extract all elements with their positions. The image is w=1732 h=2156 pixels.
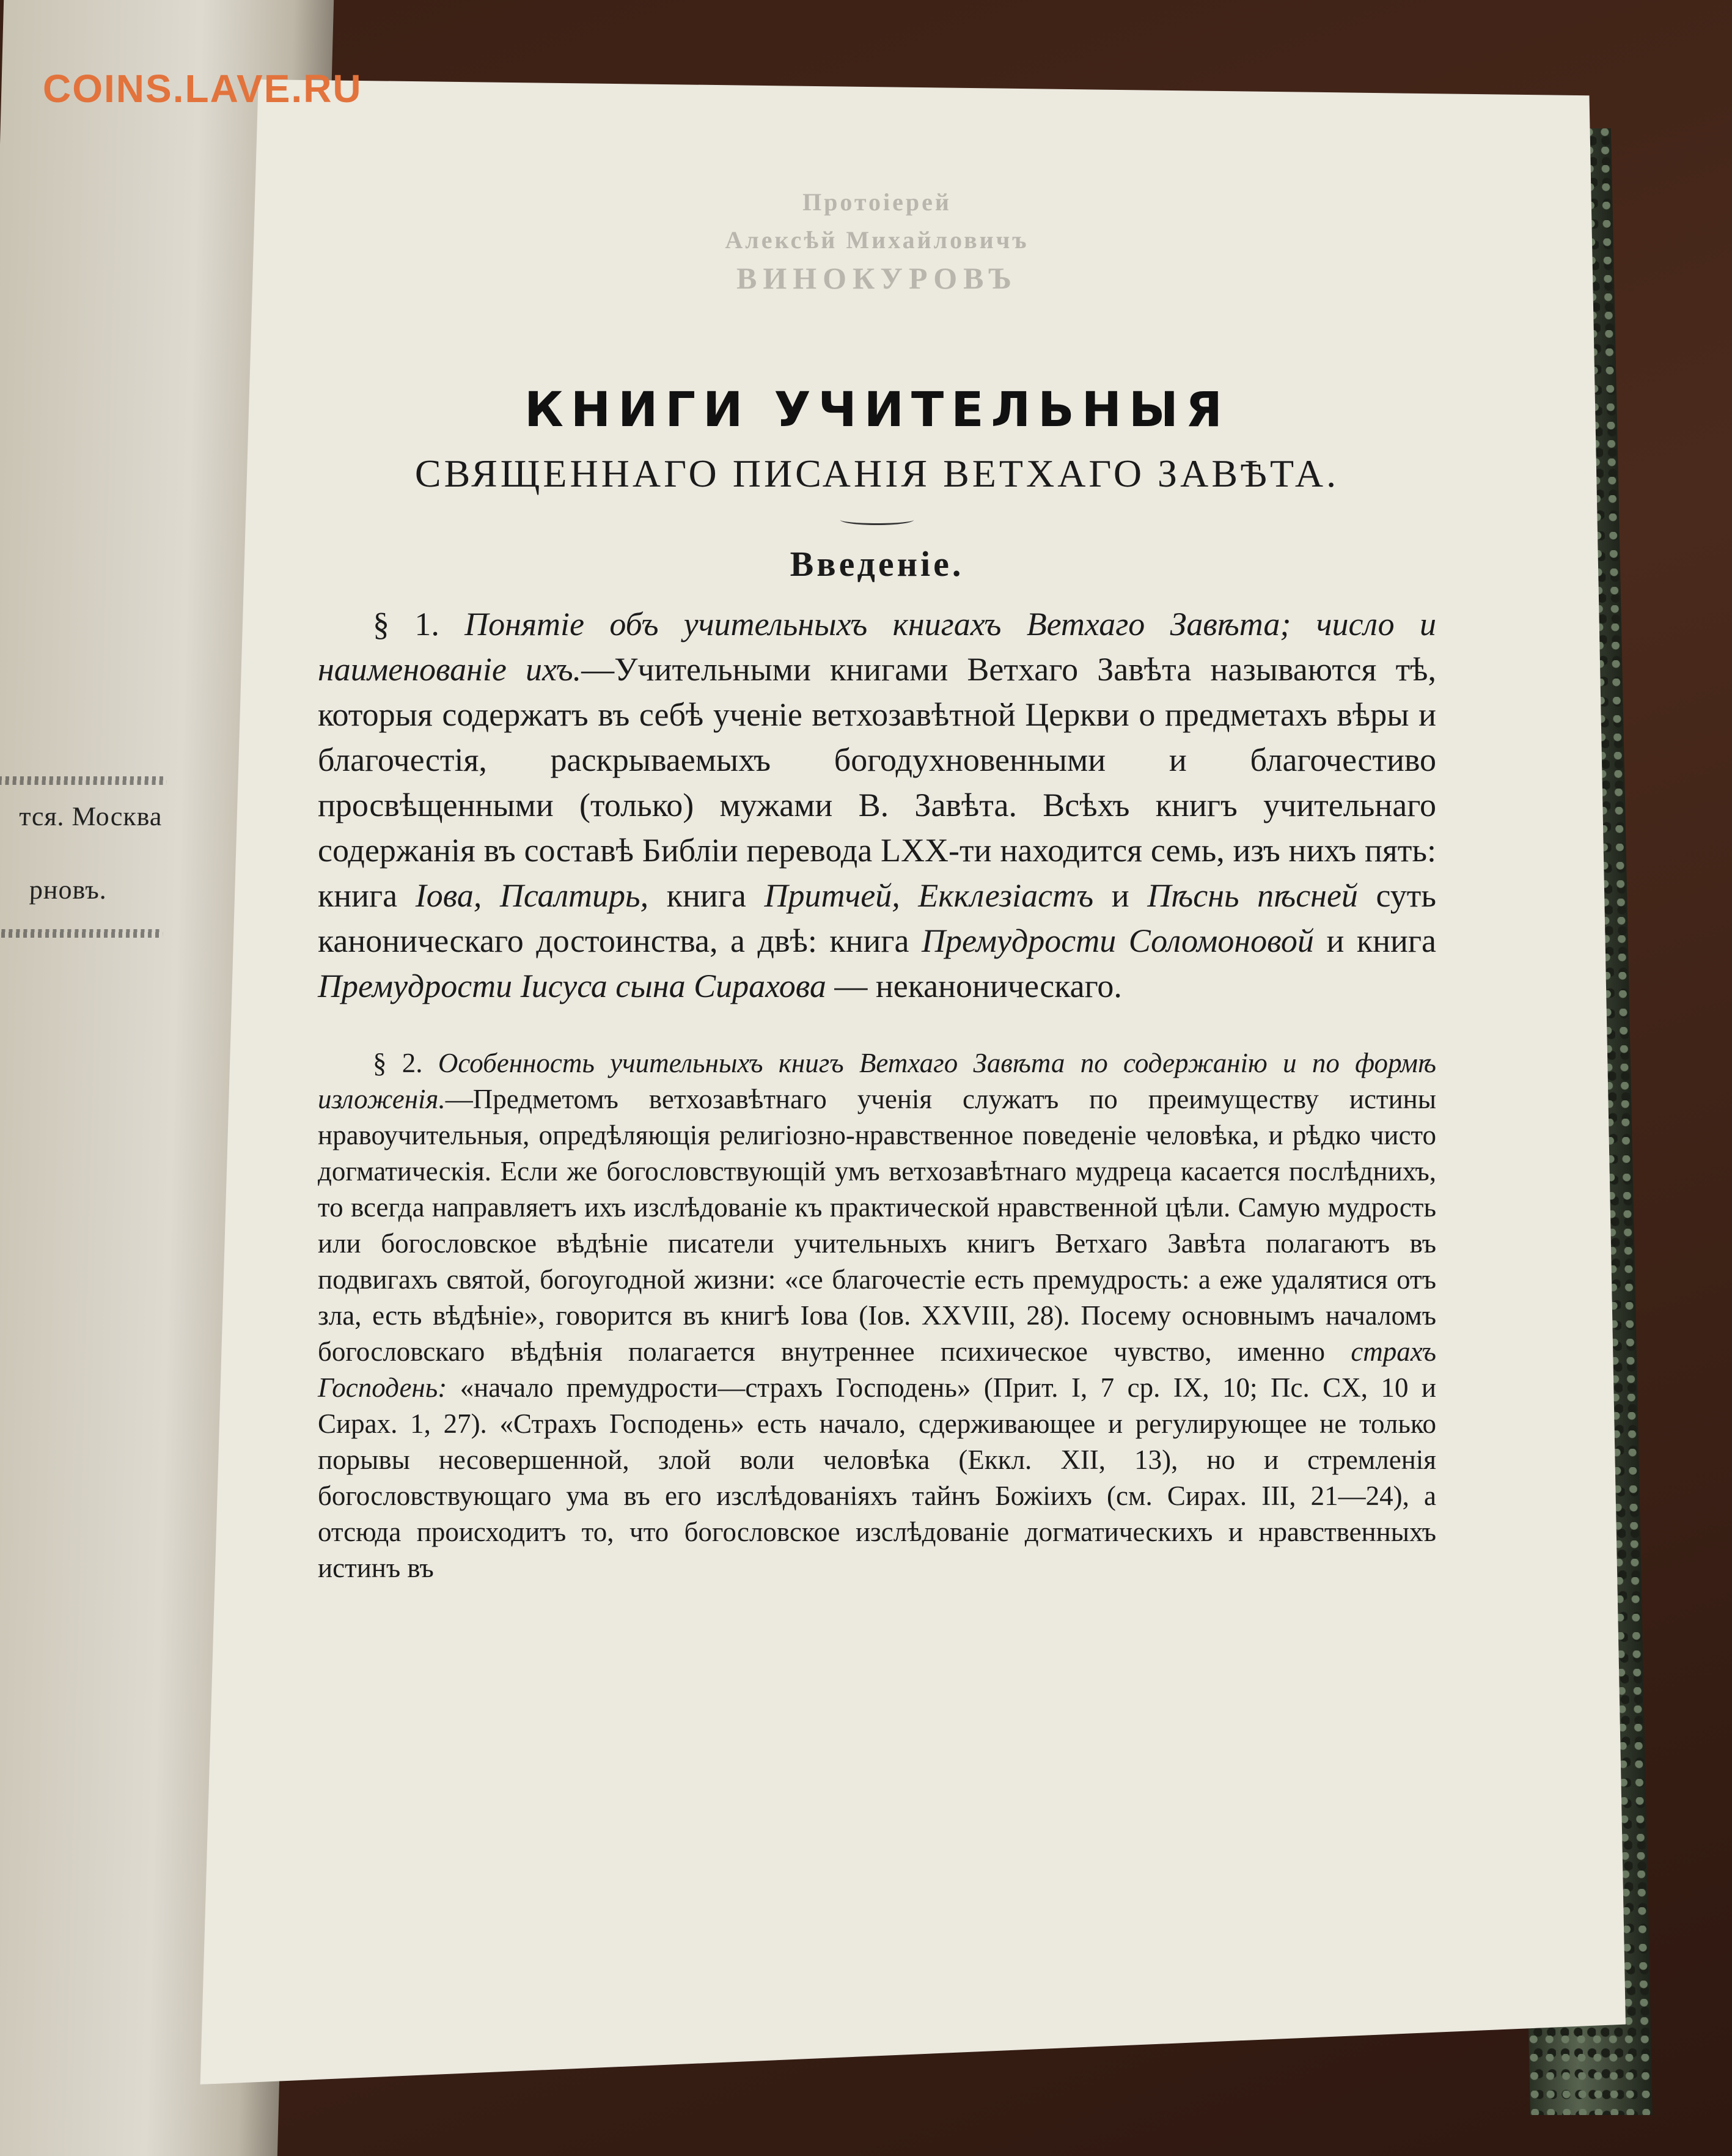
page-subtitle: СВЯЩЕННАГО ПИСАНІЯ ВЕТХАГО ЗАВѢТА.: [414, 452, 1340, 495]
left-page-fragment: тся. Москва: [18, 801, 163, 831]
italic-text: Іова, Псалтирь,: [415, 877, 649, 914]
body-text: книга: [666, 877, 746, 914]
italic-text: Премудрости Соломоновой: [922, 922, 1314, 959]
section-heading-italic: Понятіе объ учительныхъ книгахъ Ветхаго Завѣта; число и наименованіе ихъ.: [318, 606, 1437, 688]
paragraph-1: [318, 602, 1436, 1009]
italic-text: страхъ Господень:: [318, 1336, 1436, 1403]
section-number: § 1.: [373, 606, 439, 642]
body-text: и книга: [1326, 922, 1437, 959]
paragraph-2: [318, 1045, 1436, 1586]
body-text: «начало премудрости—страхъ Господень» (Прит. I, 7 ср. IX, 10; Пс. CX, 10 и Сирах. 1, 27). «Страхъ Господень» есть начало, сдерживающее и регулирующее не только порывы несовершенной, злой воли человѣка (Еккл. XII, 13), но и стремленія богословствующаго ума въ его изслѣдованіяхъ тайнъ Божіихъ (см. Сирах. III, 21—24), а отсюда происходитъ то, что богословское изслѣдованіе догматическихъ и нравственныхъ истинъ въ: [318, 1372, 1437, 1583]
body-text: —Учительными книгами Ветхаго Завѣта называются тѣ, которыя содержатъ въ себѣ ученіе ветхозавѣтной Церкви о предметахъ вѣры и благочестія, раскрываемыхъ богодухновенными и благочестиво просвѣщенными (только) мужами В. Завѣта. Всѣхъ книгъ учительнаго содержанія въ составѣ Библіи перевода LXX-ти находится семь, изъ нихъ пять: книга: [318, 651, 1436, 914]
body-text: — неканоническаго.: [834, 968, 1122, 1004]
page-title: КНИГИ УЧИТЕЛЬНЫЯ: [524, 383, 1230, 438]
section-number: § 2.: [373, 1048, 423, 1078]
watermark: COINS.LAVE.RU: [43, 67, 362, 111]
section-heading-italic: Особенность учительныхъ книгъ Ветхаго Завѣта по содержанію и по формѣ изложенія.: [318, 1048, 1437, 1114]
page-content: [318, 183, 1436, 1614]
body-text: суть каноническаго достоинства, а двѣ: книга: [318, 877, 1437, 959]
decorative-rule: [0, 929, 163, 938]
ownership-stamp: [318, 183, 1436, 297]
decorative-rule: [0, 776, 167, 785]
left-page-fragment: рновъ.: [29, 875, 108, 905]
section-heading: Введеніе.: [790, 544, 964, 584]
stamp-line: Алексѣй Михайловичъ: [725, 226, 1029, 254]
italic-text: Премудрости Іисуса сына Сирахова: [318, 968, 826, 1004]
body-text: и: [1111, 877, 1129, 914]
stamp-line: ВИНОКУРОВЪ: [736, 261, 1018, 295]
stamp-line: Протоіерей: [802, 188, 952, 216]
body-text: —Предметомъ ветхозавѣтнаго ученія служатъ по преимуществу истины нравоучительныя, опредѣляющія религіозно-нравственное поведеніе человѣка, и рѣдко чисто догматическія. Если же богословствующій умъ ветхозавѣтнаго мудреца касается послѣднихъ, то всегда направляетъ ихъ изслѣдованіе къ практической нравственной цѣли. Самую мудрость или богословское вѣдѣніе писатели учительныхъ книгъ Ветхаго Завѣта полагаютъ въ подвигахъ святой, богоугодной жизни: «се благочестіе есть премудрость: а еже удалятися отъ зла, есть вѣдѣніе», говорится въ книгѣ Іова (Іов. XXVIII, 28). Посему основнымъ началомъ богословскаго вѣдѣнія полагается внутреннее психическое чувство, именно: [318, 1084, 1436, 1367]
italic-text: Притчей, Екклезіастъ: [764, 877, 1094, 914]
italic-text: Пѣснь пѣсней: [1147, 877, 1358, 914]
ornament-divider: [840, 515, 914, 525]
